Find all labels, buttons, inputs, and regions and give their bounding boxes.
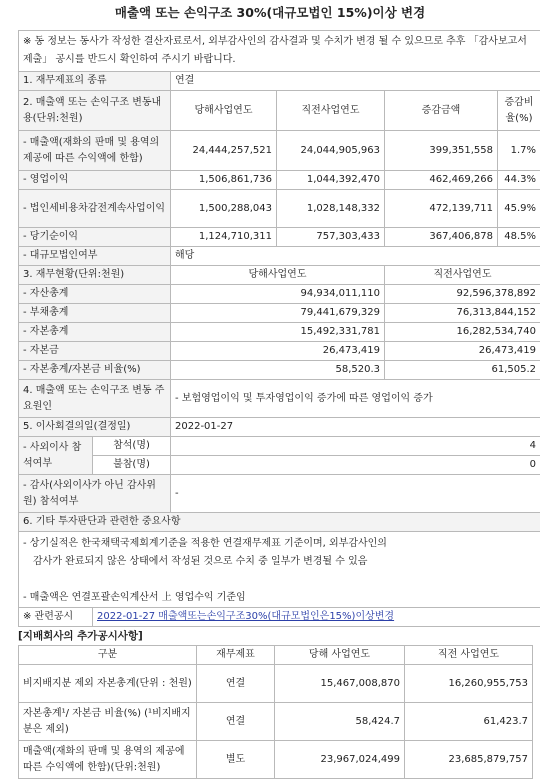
current-value: 1,500,288,043 [171,190,277,228]
change-value: 462,469,266 [385,171,498,190]
current-value: 58,424.7 [275,703,405,741]
absent-value: 0 [171,456,540,475]
table-row [19,665,533,703]
statement-value: 별도 [197,741,275,779]
change-value: 472,139,711 [385,190,498,228]
current-value: 15,492,331,781 [171,323,385,342]
change-value: 399,351,558 [385,131,498,171]
disclosure-table [18,30,540,627]
previous-value: 61,505.2 [385,361,540,380]
row-label: - 법인세비용차감전계속사업이익 [19,190,171,228]
table-row [19,171,540,190]
current-value: 24,444,257,521 [171,131,277,171]
previous-value: 16,282,534,740 [385,323,540,342]
previous-value: 23,685,879,757 [405,741,533,779]
table-row [19,741,533,779]
previous-value: 92,596,378,892 [385,285,540,304]
row-label: - 영업이익 [19,171,171,190]
subsidiary-heading: [지배회사의 추가공시사항] [18,630,143,642]
col-change-rate: 증감비율(%) [498,91,540,131]
board-resolution-date: 2022-01-27 [171,418,540,437]
previous-value: 16,260,955,753 [405,665,533,703]
table-row [19,285,540,304]
large-corp-label: - 대규모법인여부 [19,247,171,266]
page-title: 매출액 또는 손익구조 30%(대규모법인 15%)이상 변경 [114,5,426,20]
row-label: 자본총계¹/ 자본금 비율(%) (¹비지배지분은 제외) [19,703,197,741]
statement-type-label: 1. 재무제표의 종류 [19,72,171,91]
current-value: 79,441,679,329 [171,304,385,323]
auditor-label: - 감사(사외이사가 아닌 감사위원) 참석여부 [19,475,171,513]
row-label: - 매출액(재화의 판매 및 용역의 제공에 따른 수익액에 한함) [19,131,171,171]
related-disclosure-link[interactable]: 2022-01-27 매출액또는손익구조30%(대규모법인은15%)이상변경 [97,611,395,622]
col-current-year: 당해사업연도 [171,266,385,285]
col-current-year: 당해사업연도 [171,91,277,131]
section2-label: 2. 매출액 또는 손익구조 변동내용(단위:천원) [19,91,171,131]
related-disclosure-label: ※ 관련공시 [19,608,93,627]
current-value: 1,124,710,311 [171,228,277,247]
rate-value: 44.3% [498,171,540,190]
present-value: 4 [171,437,540,456]
current-value: 58,520.3 [171,361,385,380]
section4-label: 4. 매출액 또는 손익구조 변동 주요원인 [19,380,171,418]
statement-value: 연결 [197,703,275,741]
table-row [19,703,533,741]
auditor-value: - [171,475,540,513]
rate-value: 48.5% [498,228,540,247]
current-value: 1,506,861,736 [171,171,277,190]
notice-text: ※ 동 정보는 동사가 작성한 결산자료로서, 외부감사인의 감사결과 및 수치가 변경 될 수 있으므로 추후 「감사보고서 제출」 공시를 반드시 확인하여 주시기 바랍니다. [19,31,540,72]
row-label: - 자산총계 [19,285,171,304]
row-label: - 부채총계 [19,304,171,323]
table-row [19,323,540,342]
row-label: - 자본총계 [19,323,171,342]
large-corp-value: 해당 [171,247,540,266]
statement-type-value: 연결 [171,72,540,91]
table-row [19,361,540,380]
previous-value: 1,028,148,332 [277,190,385,228]
col-current-year: 당해 사업연도 [275,646,405,665]
col-change-amount: 증감금액 [385,91,498,131]
col-statement: 재무제표 [197,646,275,665]
current-value: 94,934,011,110 [171,285,385,304]
row-label: 매출액(재화의 판매 및 용역의 제공에 따른 수익액에 한함)(단위:천원) [19,741,197,779]
previous-value: 1,044,392,470 [277,171,385,190]
section6-label: 6. 기타 투자판단과 관련한 중요사항 [19,513,540,532]
present-label: 참석(명) [93,437,171,456]
statement-value: 연결 [197,665,275,703]
row-label: - 당기순이익 [19,228,171,247]
section3-label: 3. 재무현황(단위:천원) [19,266,171,285]
current-value: 26,473,419 [171,342,385,361]
table-row [19,342,540,361]
table-row [19,304,540,323]
table-row [19,131,540,171]
previous-value: 757,303,433 [277,228,385,247]
note-line-2: 감사가 완료되지 않은 상태에서 작성된 것으로 수치 중 일부가 변경될 수 있음 [33,556,368,567]
row-label: - 자본금 [19,342,171,361]
previous-value: 24,044,905,963 [277,131,385,171]
table-row [19,228,540,247]
section4-value: - 보험영업이익 및 투자영업이익 증가에 따른 영업이익 증가 [171,380,540,418]
note-line-1: - 상기실적은 한국채택국제회계기준을 적용한 연결재무제표 기준이며, 외부감사인의 [23,538,387,549]
col-previous-year: 직전사업연도 [277,91,385,131]
change-value: 367,406,878 [385,228,498,247]
previous-value: 76,313,844,152 [385,304,540,323]
previous-value: 26,473,419 [385,342,540,361]
col-previous-year: 직전 사업연도 [405,646,533,665]
section5-label: 5. 이사회결의일(결정일) [19,418,171,437]
current-value: 23,967,024,499 [275,741,405,779]
current-value: 15,467,008,870 [275,665,405,703]
rate-value: 45.9% [498,190,540,228]
col-previous-year: 직전사업연도 [385,266,540,285]
row-label: - 자본총계/자본금 비율(%) [19,361,171,380]
note-line-3: - 매출액은 연결포괄손익계산서 上 영업수익 기준임 [23,592,246,603]
row-label: 비지배지분 제외 자본총계(단위 : 천원) [19,665,197,703]
subsidiary-table [18,645,533,779]
previous-value: 61,423.7 [405,703,533,741]
absent-label: 불참(명) [93,456,171,475]
rate-value: 1.7% [498,131,540,171]
col-category: 구분 [19,646,197,665]
table-row [19,190,540,228]
outside-directors-label: - 사외이사 참석여부 [19,437,93,475]
